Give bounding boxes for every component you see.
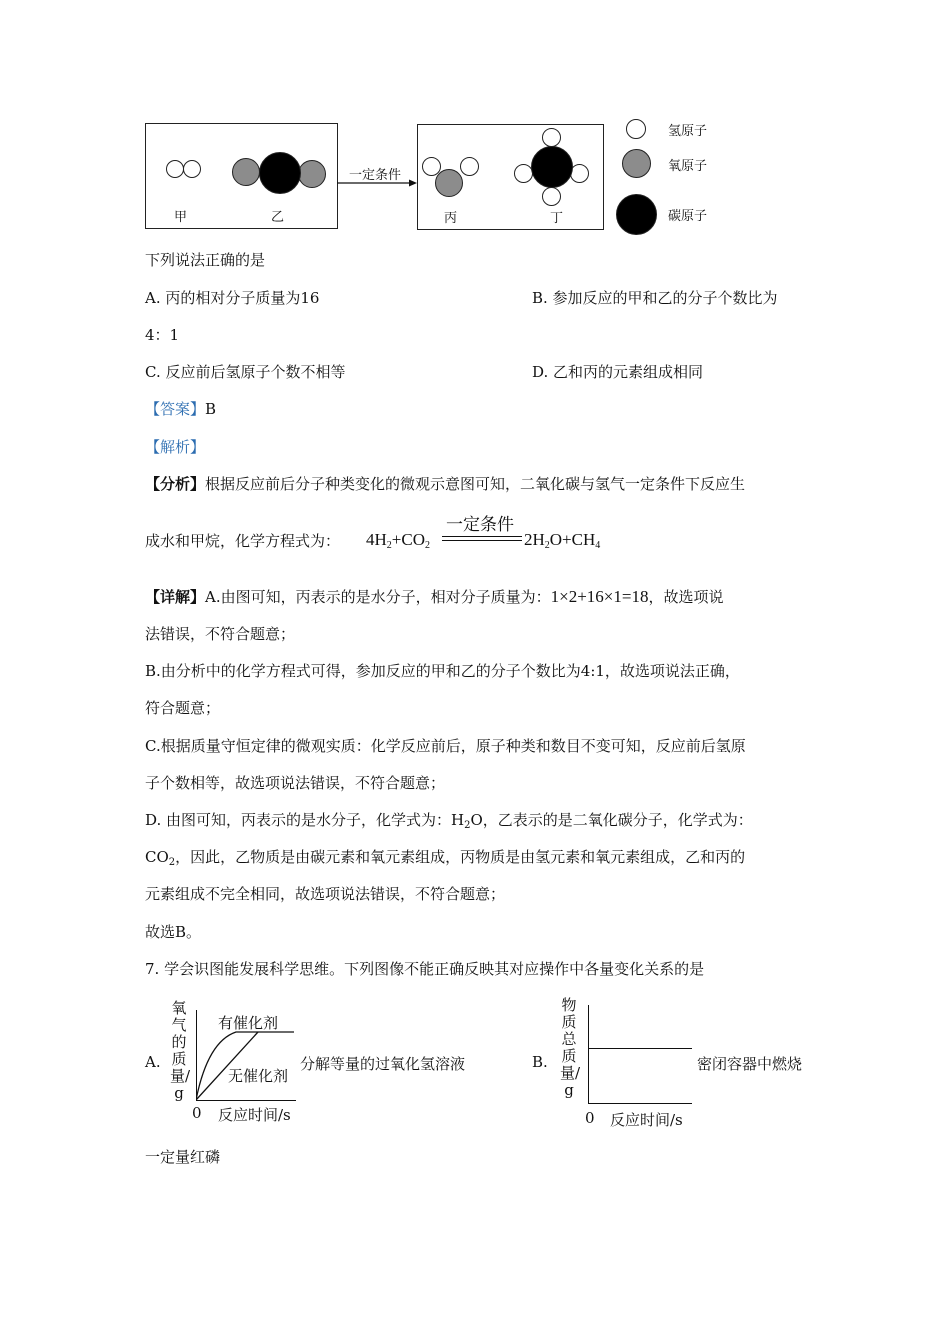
fenxi-label: 【分析】 [145, 475, 206, 493]
detail-d-line-2 [145, 846, 745, 868]
detail-d-post: O，乙表示的是二氧化碳分子，化学式为： [470, 811, 753, 829]
legend-oxygen-label: 氧原子 [668, 159, 708, 174]
detail-d-pre: D. 由图可知，丙表示的是水分子，化学式为：H [145, 811, 465, 829]
eq-h2o: 2H [524, 530, 545, 549]
option-b: B. 参加反应的甲和乙的分子个数比为 [532, 289, 778, 307]
detail-a-text: A.由图可知，丙表示的是水分子，相对分子质量为： [205, 588, 551, 606]
graph-b-ylabel: 物质总质量/g [560, 996, 581, 1099]
eq-co2: +CO [391, 530, 425, 549]
legend-oxygen-icon [622, 149, 651, 178]
reactant-box [145, 123, 338, 229]
eq-ch4: O+CH [549, 530, 596, 549]
detail-d-co2: CO [145, 848, 169, 866]
detail-b-line-1: B.由分析中的化学方程式可得，参加反应的甲和乙的分子个数比为4:1，故选项说法正确， [145, 662, 740, 680]
product-box [417, 124, 604, 230]
graph-a-description: 分解等量的过氧化氢溶液 [300, 1055, 466, 1073]
label-jia: 甲 [174, 210, 188, 225]
graph-a-option: A. [145, 1053, 161, 1071]
legend-hydrogen-label: 氢原子 [668, 124, 708, 139]
option-d: D. 乙和丙的元素组成相同 [532, 363, 704, 381]
graph-b-x-axis [588, 1103, 692, 1104]
detail-d-line-2-text: ，因此，乙物质是由碳元素和氧元素组成，丙物质是由氢元素和氧元素组成，乙和丙的 [175, 848, 746, 866]
graph-a-origin: 0 [192, 1104, 202, 1122]
option-b-continued: 4：1 [145, 326, 180, 344]
answer-value: B [205, 400, 217, 418]
graph-b-constant-line [588, 1048, 692, 1049]
label-ding: 丁 [550, 211, 564, 226]
label-yi: 乙 [271, 210, 285, 225]
detail-a-formula: 1×2+16×1=18 [550, 587, 649, 606]
option-c: C. 反应前后氢原子个数不相等 [145, 363, 346, 381]
eq-h2o-sub: 2 [544, 540, 550, 551]
answer-line [145, 398, 216, 419]
detail-a-line-2: 法错误，不符合题意； [145, 625, 296, 643]
graph-b-y-axis [588, 1005, 589, 1103]
eq-co2-sub: 2 [424, 540, 430, 551]
condition-label: 一定条件 [349, 168, 402, 183]
detail-b-line-2: 符合题意； [145, 699, 221, 717]
eq-ch4-sub: 4 [595, 540, 601, 551]
reaction-arrow-icon [337, 178, 417, 188]
graph-a-curve1-label: 有催化剂 [218, 1014, 279, 1032]
hydrogen-atom-icon [542, 187, 561, 206]
option-a: A. 丙的相对分子质量为16 [145, 289, 320, 307]
fenxi-text: 根据反应前后分子种类变化的微观示意图可知，二氧化碳与氢气一定条件下反应生 [205, 475, 746, 493]
graph-a-ylabel: 氧气的质量/g [170, 999, 191, 1102]
graph-b-option: B. [532, 1053, 548, 1071]
graph-a-xlabel: 反应时间/s [218, 1106, 291, 1124]
graph-b-xlabel: 反应时间/s [610, 1111, 683, 1129]
oxygen-atom-icon [232, 158, 260, 186]
eq-h2-sub: 2 [386, 540, 392, 551]
label-bing: 丙 [444, 211, 458, 226]
detail-d-co2-sub: 2 [168, 857, 176, 868]
graph-b-origin: 0 [585, 1109, 595, 1127]
legend-carbon-icon [616, 194, 657, 235]
question7-stem: 7. 学会识图能发展科学思维。下列图像不能正确反映其对应操作中各量变化关系的是 [145, 960, 705, 978]
detail-a-end: ，故选项说 [648, 588, 724, 606]
graph-b-description: 密闭容器中燃烧 [697, 1055, 803, 1073]
carbon-atom-icon [531, 146, 573, 188]
fenxi-line-2: 成水和甲烷，化学方程式为： [145, 532, 341, 550]
detail-d-line-1 [145, 809, 753, 831]
legend-carbon-label: 碳原子 [668, 209, 708, 224]
analysis-label: 【解析】 [145, 438, 206, 456]
detail-d-h2o-sub: 2 [464, 820, 471, 831]
detail-c-line-1: C.根据质量守恒定律的微观实质：化学反应前后，原子种类和数目不变可知，反应前后氢原 [145, 737, 746, 755]
eq-equals-sign [442, 536, 522, 541]
fenxi-line-1 [145, 473, 745, 494]
carbon-atom-icon [259, 152, 301, 194]
question-stem: 下列说法正确的是 [145, 251, 266, 269]
hydrogen-atom-icon [542, 128, 561, 147]
detail-c-line-2: 子个数相等，故选项说法错误，不符合题意； [145, 774, 446, 792]
eq-h2: 4H [366, 530, 387, 549]
legend-hydrogen-icon [626, 119, 646, 139]
detail-label: 【详解】 [145, 588, 206, 606]
oxygen-atom-icon [298, 160, 326, 188]
detail-a-line-1 [145, 586, 724, 607]
conclusion: 故选B。 [145, 923, 202, 941]
hydrogen-atom-icon [460, 157, 479, 176]
answer-label: 【答案】 [145, 400, 206, 418]
hydrogen-atom-icon [166, 160, 184, 178]
hydrogen-atom-icon [183, 160, 201, 178]
oxygen-atom-icon [435, 169, 463, 197]
graph-a-curve2-label: 无催化剂 [228, 1067, 289, 1085]
detail-d-line-3: 元素组成不完全相同，故选项说法错误，不符合题意； [145, 885, 506, 903]
question7-trailing: 一定量红磷 [145, 1148, 221, 1166]
eq-condition: 一定条件 [446, 515, 514, 534]
